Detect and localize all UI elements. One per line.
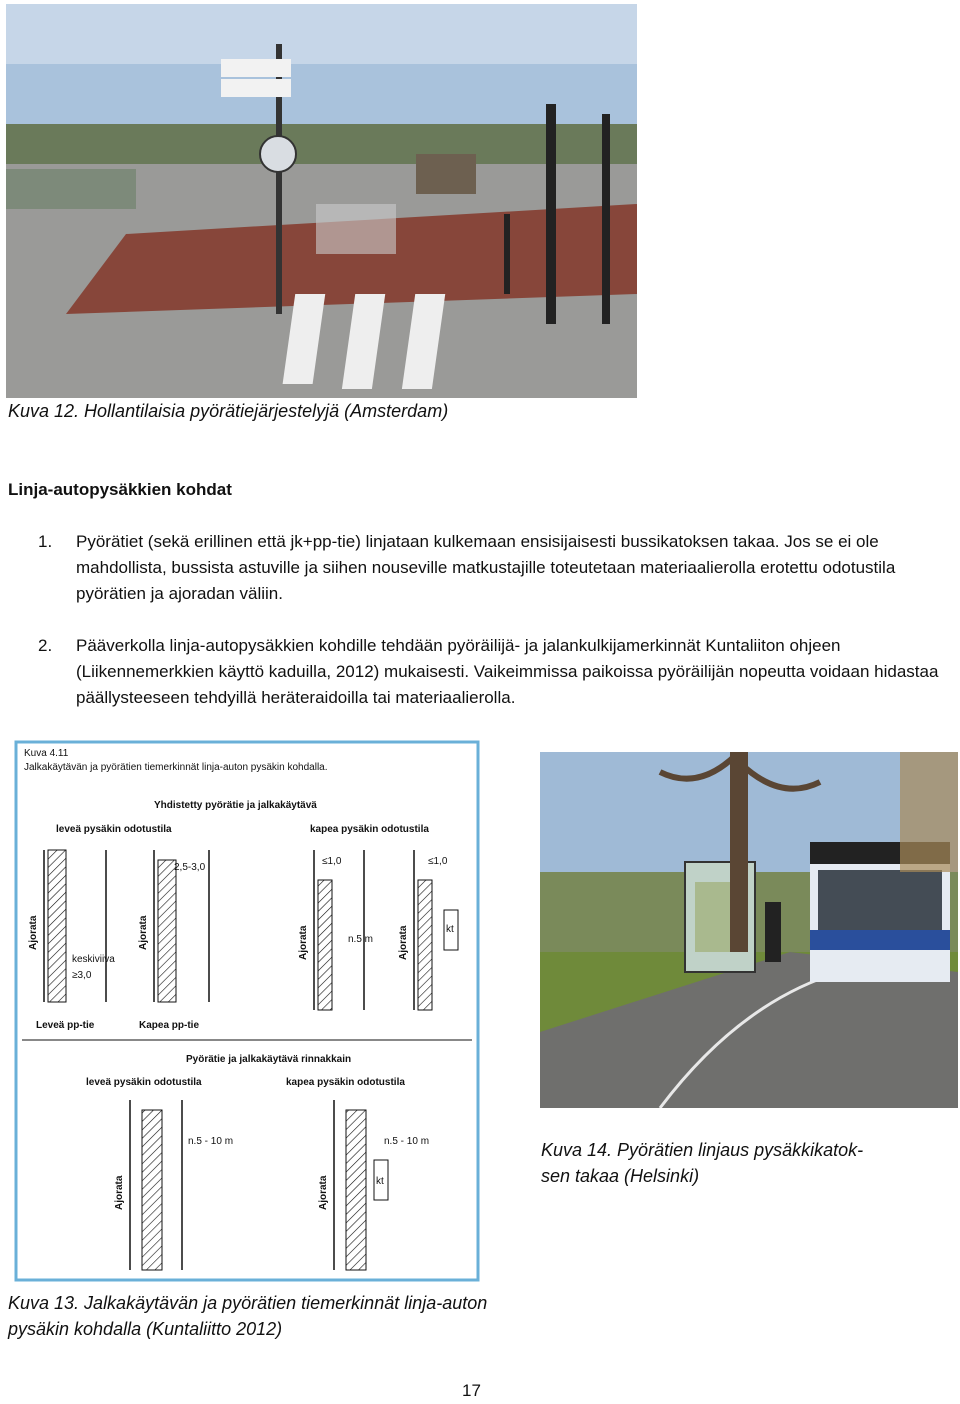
diagram-top-right-sub: kapea pysäkin odotustila: [310, 824, 429, 835]
diagram-kt-2: kt: [376, 1176, 384, 1187]
list-item-number: 2.: [38, 636, 53, 655]
diagram-road-label-4: Ajorata: [398, 925, 409, 960]
list-item-2: [8, 633, 938, 713]
figure12-caption: Kuva 12. Hollantilaisia pyörätiejärjestelyjä (Amsterdam): [8, 401, 449, 421]
diagram-road-label-2: Ajorata: [138, 915, 149, 950]
diagram-bottom-section: Pyörätie ja jalkakäytävä rinnakkain: [186, 1054, 352, 1065]
diagram-top-left-sub: leveä pysäkin odotustila: [56, 824, 172, 835]
diagram-road-label: Ajorata: [28, 915, 39, 950]
diagram-label: Kuva 4.11: [24, 748, 69, 759]
diagram-centerline: keskiviiva: [72, 954, 115, 965]
figure14-photo: [540, 752, 958, 1108]
diagram-dim-b: ≤1,0: [322, 856, 342, 867]
figure13-caption-line2: pysäkin kohdalla (Kuntaliitto 2012): [8, 1319, 283, 1339]
diagram-bottom-left-sub: leveä pysäkin odotustila: [86, 1077, 202, 1088]
diagram-road-label-5: Ajorata: [114, 1175, 125, 1210]
diagram-dim-g: n.5 - 10 m: [384, 1136, 430, 1147]
figure14-caption-line2: sen takaa (Helsinki): [541, 1166, 700, 1186]
diagram-path-narrow: Kapea pp-tie: [139, 1020, 200, 1031]
diagram-dim-d: ≥3,0: [72, 970, 92, 981]
diagram-road-label-3: Ajorata: [298, 925, 309, 960]
page-number: 17: [462, 1381, 481, 1400]
diagram-title: Jalkakäytävän ja pyörätien tiemerkinnät linja-auton pysäkin kohdalla.: [24, 762, 328, 773]
diagram-dim-c: ≤1,0: [428, 856, 448, 867]
figure13-diagram: [14, 740, 480, 1282]
diagram-road-label-6: Ajorata: [318, 1175, 329, 1210]
figure13-caption-line1: Kuva 13. Jalkakäytävän ja pyörätien tiemerkinnät linja-auton: [8, 1293, 488, 1313]
amsterdam-street-image: [6, 4, 637, 398]
list-item-number: 1.: [38, 532, 53, 551]
list-item-text: Pääverkolla linja-autopysäkkien kohdille tehdään pyöräilijä- ja jalankulkijamerkinnät Kuntaliiton ohjeen (Liikennemerkkien käyttö kaduilla, 2012) mukaisesti. Vaikeimmissa paikoissa pyöräilijän nopeutta voidaan hidastaa päällysteeseen tehdyillä heräteraidoilla tai materiaalierolla.: [76, 636, 939, 707]
diagram-dim-e: n.5 m: [348, 934, 374, 945]
helsinki-bus-stop-image: [540, 752, 958, 1108]
diagram-top-section: Yhdistetty pyörätie ja jalkakäytävä: [154, 800, 317, 811]
diagram-dim-f: n.5 - 10 m: [188, 1136, 234, 1147]
list-item-1: [8, 529, 938, 609]
diagram-dim-a: 2,5-3,0: [174, 862, 206, 873]
figure12-photo: [6, 4, 637, 398]
section-heading: Linja-autopysäkkien kohdat: [8, 480, 232, 499]
road-marking-diagram: [14, 740, 480, 1282]
diagram-path-wide: Leveä pp-tie: [36, 1020, 95, 1031]
diagram-bottom-right-sub: kapea pysäkin odotustila: [286, 1077, 405, 1088]
figure14-caption-line1: Kuva 14. Pyörätien linjaus pysäkkikatok-: [541, 1140, 864, 1160]
diagram-kt: kt: [446, 924, 454, 935]
list-item-text: Pyörätiet (sekä erillinen että jk+pp-tie) linjataan kulkemaan ensisijaisesti bussikatoksen takaa. Jos se ei ole mahdollista, bussista astuville ja siihen nouseville matkustajille toteutetaan materiaalierolla erotettu odotustila pyörätien ja ajoradan väliin.: [76, 532, 896, 603]
